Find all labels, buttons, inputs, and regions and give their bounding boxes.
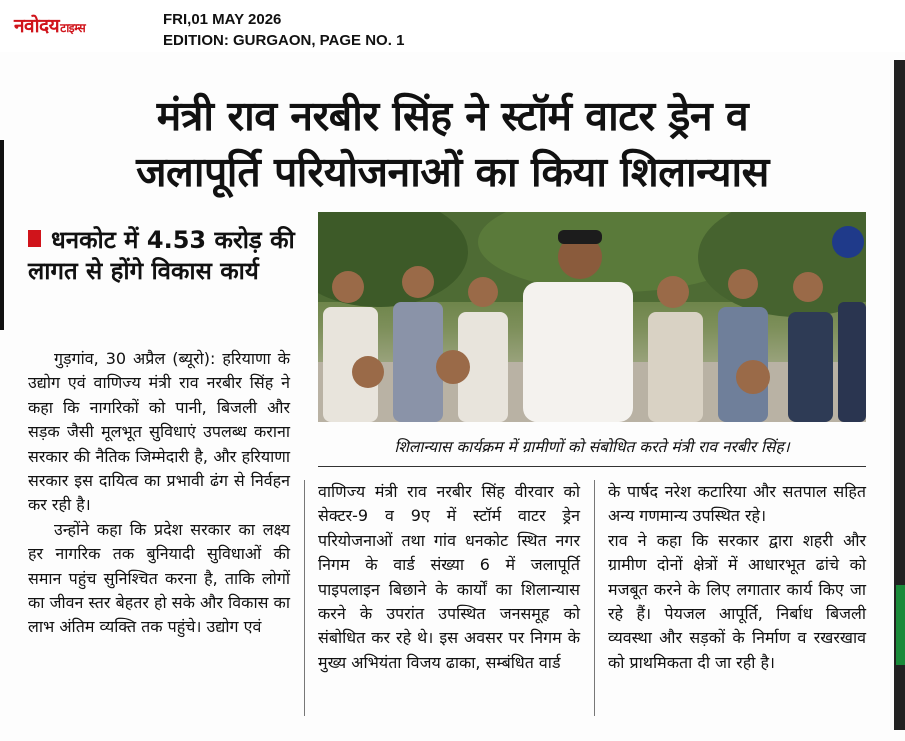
red-bullet-icon — [28, 230, 41, 247]
article-subhead — [28, 225, 318, 287]
adjacent-page-edge — [894, 60, 905, 730]
column-divider-1 — [304, 480, 305, 716]
headline-line-2: जलापूर्ति परियोजनाओं का किया शिलान्यास — [136, 148, 769, 196]
column-divider-2 — [594, 480, 595, 716]
edition-date: FRI,01 MAY 2026 — [163, 11, 282, 28]
column-3-paragraph-2: राव ने कहा कि सरकार द्वारा शहरी और ग्रामीण दोनों क्षेत्रों में आधारभूत ढांचे को मजबूत करने के लिए लगातार कार्य किए जा रहे हैं। पेयजल आपूर्ति, निर्बाध बिजली व्यवस्था और सड़कों के निर्माण व रखरखाव को प्राथमिकता दी जा रही है। — [608, 530, 866, 672]
newspaper-logo[interactable] — [14, 12, 85, 38]
article-column-1 — [28, 347, 290, 640]
epaper-header — [0, 0, 905, 53]
headline-line-1: मंत्री राव नरबीर सिंह ने स्टॉर्म वाटर ड्रेन व — [156, 92, 749, 140]
news-photo — [318, 212, 866, 422]
photo-caption: शिलान्यास कार्यक्रम में ग्रामीणों को संबोधित करते मंत्री राव नरबीर सिंह। — [394, 438, 790, 456]
article-column-3 — [608, 480, 866, 675]
subhead-text: धनकोट में 4.53 करोड़ की लागत से होंगे विकास कार्य — [28, 226, 295, 285]
article-column-2 — [318, 480, 580, 675]
column-1-paragraph-2: उन्होंने कहा कि प्रदेश सरकार का लक्ष्य हर नागरिक तक बुनियादी सुविधाओं की समान पहुंच सुनिश्चित करना है, ताकि लोगों का जीवन स्तर बेहतर हो सके और विकास का लाभ अंतिम व्यक्ति तक पहुंचे। उद्योग एवं — [28, 519, 290, 637]
logo-main-text: नवोदय — [14, 15, 60, 37]
page-fold-edge — [0, 140, 4, 330]
column-1-paragraph-1: गुड़गांव, 30 अप्रैल (ब्यूरो): हरियाणा के उद्योग एवं वाणिज्य मंत्री राव नरबीर सिंह ने कहा कि नागरिकों को पानी, बिजली और सड़क जैसी मूलभूत सुविधाएं उपलब्ध कराना सरकार की नैतिक जिम्मेदारी है, और हरियाणा सरकार इस दायित्व का प्रभावी ढंग से निर्वहन कर रही है। — [28, 349, 290, 515]
news-photo-illustration — [318, 212, 866, 422]
article-headline — [30, 88, 875, 200]
column-2-paragraph-1: वाणिज्य मंत्री राव नरबीर सिंह वीरवार को सेक्टर-9 व 9ए में स्टॉर्म वाटर ड्रेन परियोजनाओं तथा गांव धनकोट स्थित नगर निगम के वार्ड संख्या 6 में जलापूर्ति पाइपलाइन बिछाने के कार्यों का शिलान्यास करने के उपरांत उपस्थित जनसमूह को संबोधित कर रहे थे। इस अवसर पर निगम के मुख्य अभियंता विजय ढाका, सम्बंधित वार्ड — [318, 482, 580, 672]
edition-page: EDITION: GURGAON, PAGE NO. 1 — [163, 32, 405, 49]
adjacent-ad-strip — [896, 585, 905, 665]
caption-rule — [318, 466, 866, 467]
edition-info — [163, 9, 404, 51]
column-3-paragraph-1: के पार्षद नरेश कटारिया और सतपाल सहित अन्य गणमान्य उपस्थित रहे। — [608, 482, 866, 526]
logo-sub-text: टाइम्स — [60, 21, 86, 35]
